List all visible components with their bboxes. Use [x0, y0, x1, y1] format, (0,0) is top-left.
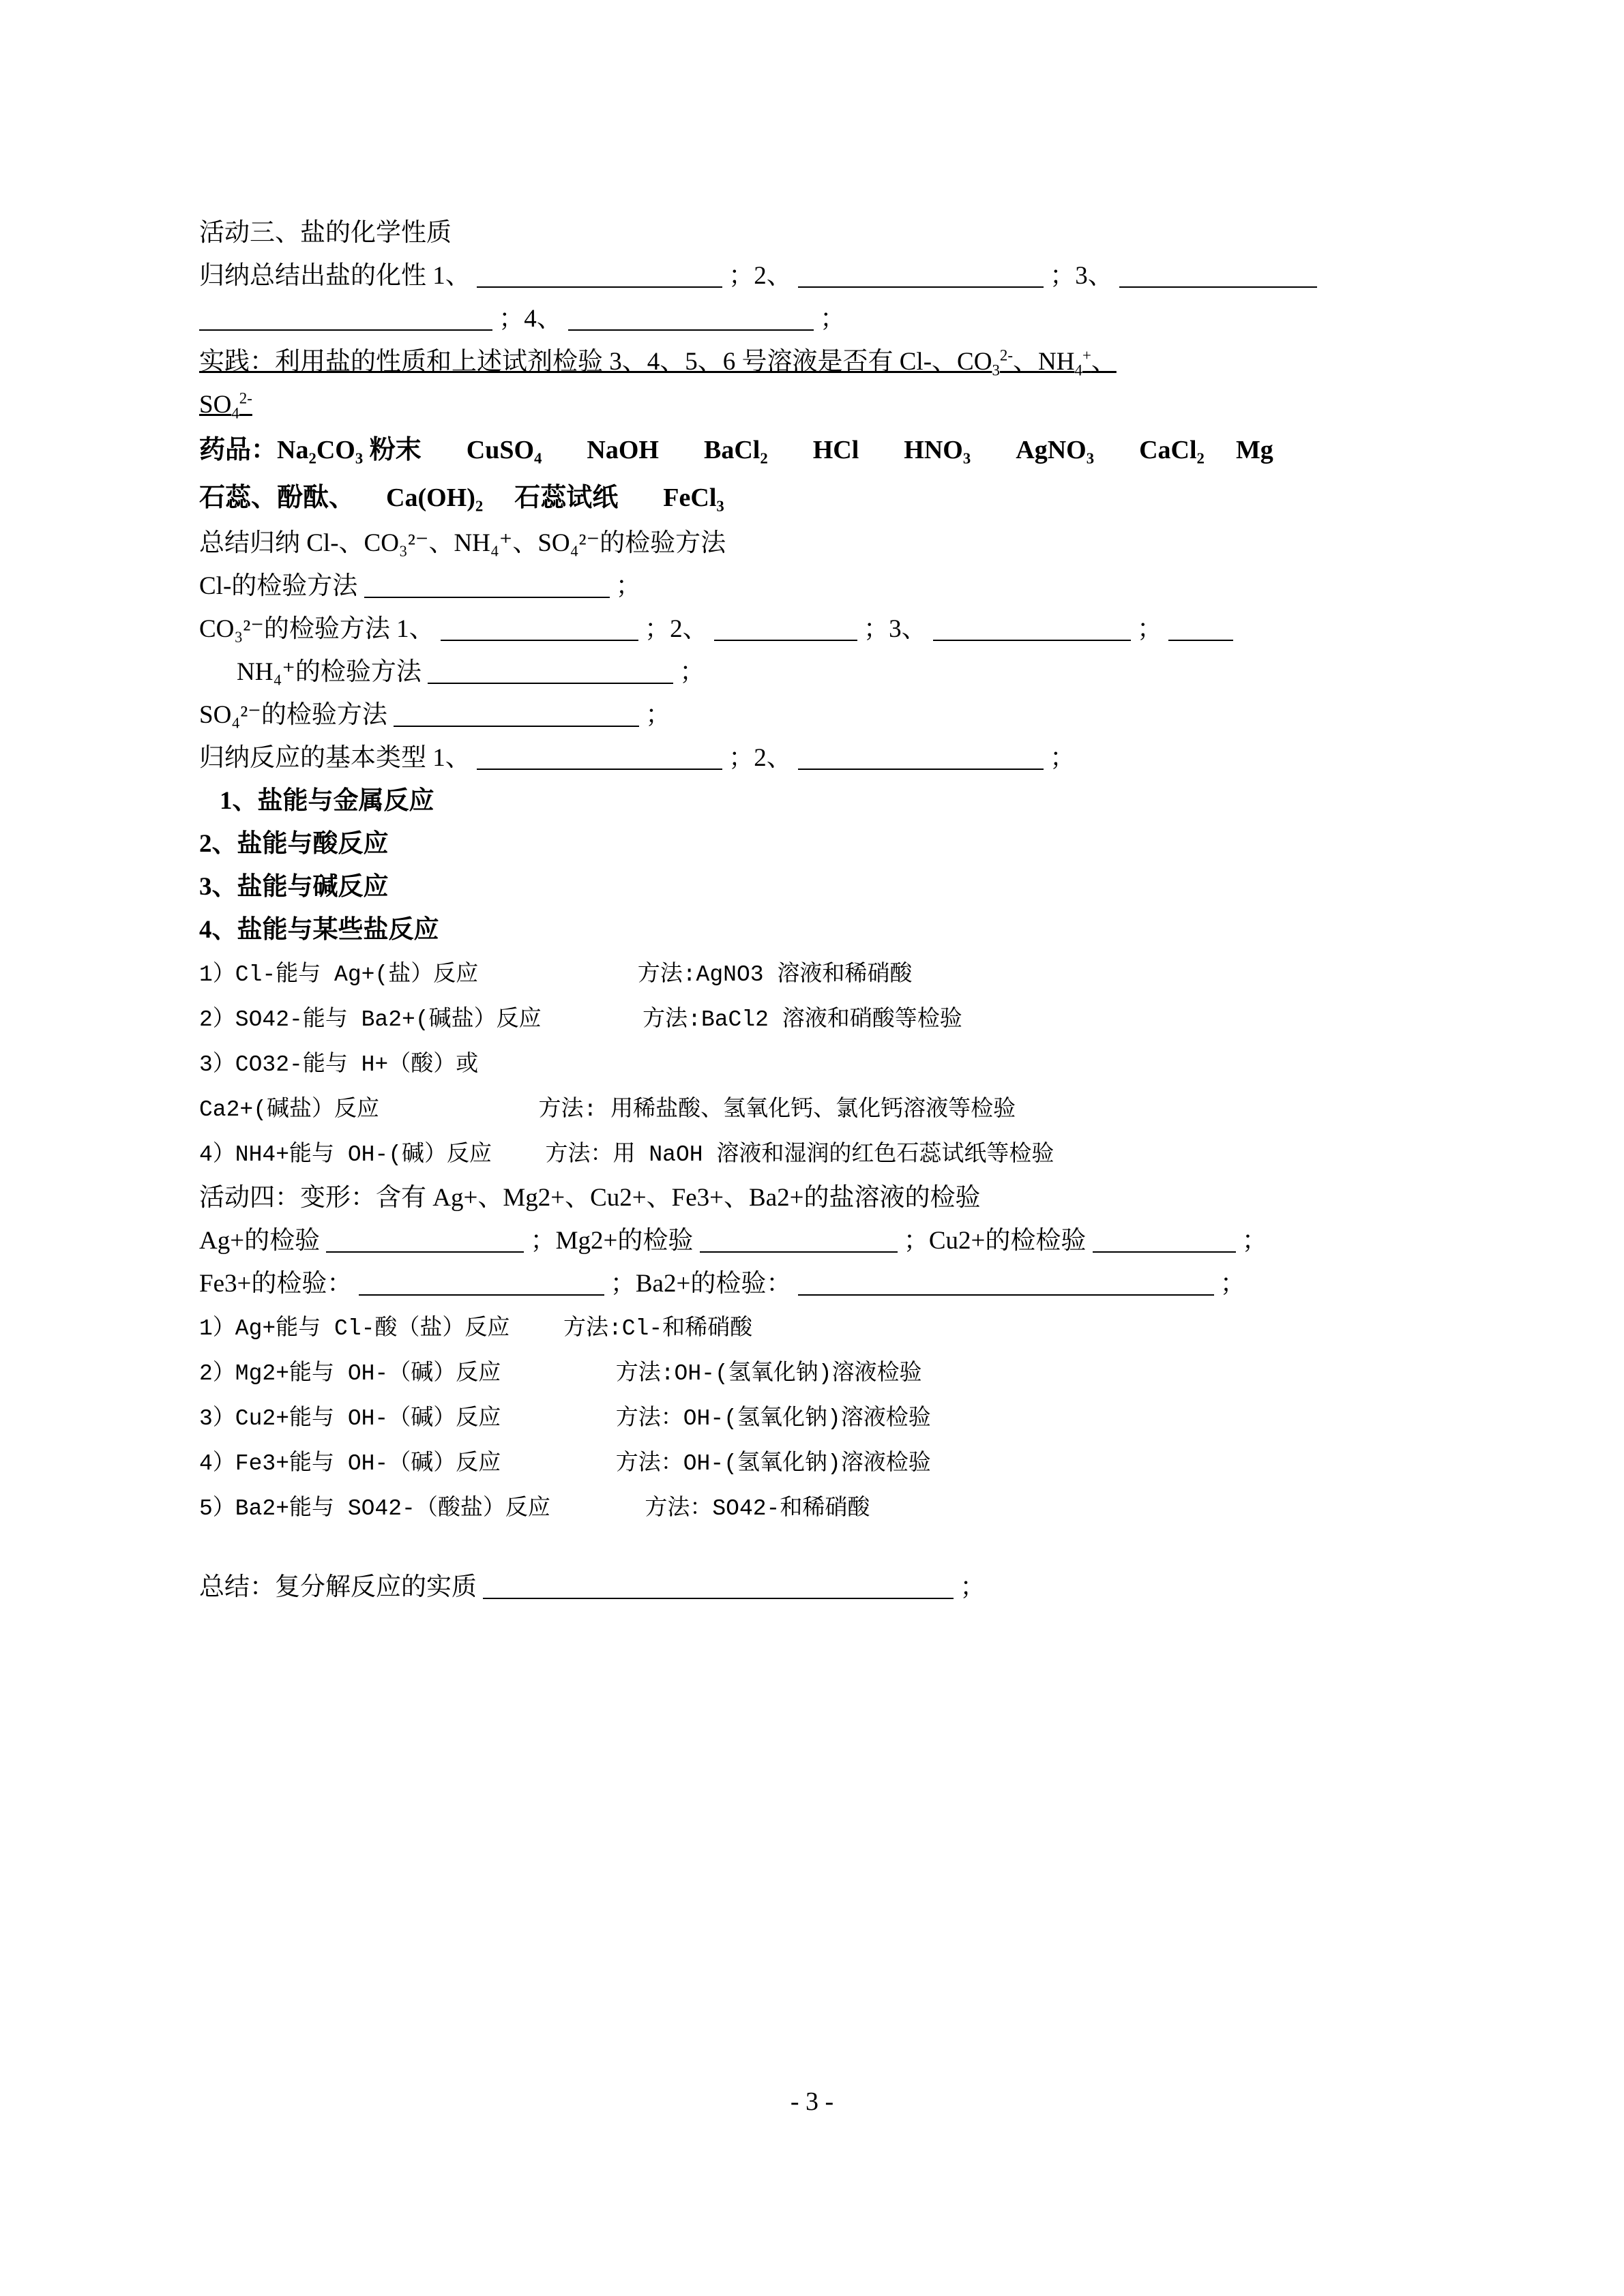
activity4-title [199, 1176, 1447, 1219]
ion-tests-row-2 [199, 1262, 1447, 1305]
fill-blank[interactable] [364, 573, 610, 598]
salt-properties-prefix: 归纳总结出盐的化性 1、 [199, 262, 471, 290]
reaction-right: 方法:Cl-和稀硝酸 [563, 1316, 753, 1341]
pharmacy-item: Na₂CO₃ 粉末 [277, 436, 422, 464]
separator-semicolon: ； [615, 572, 641, 600]
reaction-left: 1）Cl-能与 Ag+(盐）反应 [199, 962, 479, 987]
reaction-types-row [199, 736, 1447, 779]
separator-semicolon: ； [820, 305, 846, 333]
reaction-row [199, 1041, 1447, 1086]
salt-properties-summary [199, 254, 1447, 340]
reaction-right: 方法:OH-(氢氧化钠)溶液检验 [615, 1361, 922, 1386]
fill-blank[interactable] [1168, 616, 1233, 641]
fill-blank[interactable] [1093, 1228, 1236, 1253]
fill-blank[interactable] [199, 306, 492, 331]
practice-line-1 [199, 340, 1447, 383]
separator-3: ；3、 [863, 615, 927, 643]
reaction-row [199, 1305, 1447, 1350]
fill-blank[interactable] [428, 659, 673, 684]
reaction-left: 2）SO42-能与 Ba2+(碱盐）反应 [199, 1007, 542, 1032]
co3-method-label: CO₃²⁻的检验方法 1、 [199, 615, 434, 643]
practice-text-a: 实践：利用盐的性质和上述试剂检验 3、4、5、6 号溶液是否有 Cl-、CO [199, 348, 992, 376]
pharmacy-item: 石蕊试纸 [514, 483, 619, 512]
reaction-row [199, 1131, 1447, 1176]
ion-tests-row-1 [199, 1219, 1447, 1262]
ion-test-label: Fe3+的检验： [199, 1270, 353, 1298]
final-summary-label: 总结：复分解反应的实质 [199, 1573, 477, 1601]
separator-semicolon: ； [679, 658, 705, 686]
practice2-sub: 4 [231, 404, 239, 422]
pharmacy-item: CuSO₄ [466, 436, 542, 464]
page-number [0, 2087, 1624, 2117]
separator-2: ；2、 [728, 744, 792, 772]
practice2-sup: 2- [239, 389, 252, 407]
activity3-title [199, 211, 1447, 254]
list-item [199, 779, 1447, 822]
separator-semicolon: ； [645, 701, 671, 729]
page-number-text: - 3 - [790, 2087, 834, 2116]
fill-blank[interactable] [394, 702, 639, 727]
fill-blank[interactable] [700, 1228, 898, 1253]
reaction-row [199, 996, 1447, 1041]
reaction-types-label: 归纳反应的基本类型 1、 [199, 744, 471, 772]
list-item-label: 1、盐能与金属反应 [220, 787, 434, 815]
final-summary-row [199, 1566, 1447, 1609]
reaction-row [199, 1350, 1447, 1395]
practice-sup-b: + [1082, 346, 1091, 364]
separator-semicolon: ； [1241, 1227, 1267, 1255]
separator-4: ；4、 [499, 305, 562, 333]
reaction-right: 方法：OH-(氢氧化钠)溶液检验 [615, 1451, 931, 1476]
fill-blank[interactable] [326, 1228, 524, 1253]
so4-method-row [199, 694, 1447, 736]
reaction-left: 5）Ba2+能与 SO42-（酸盐）反应 [199, 1496, 550, 1521]
pharmacy-item: BaCl₂ [703, 436, 768, 464]
reaction-left: 4）NH4+能与 OH-(碱）反应 [199, 1142, 492, 1167]
fill-blank[interactable] [359, 1271, 604, 1296]
pharmacy-item: HCl [812, 436, 859, 464]
co3-method-row [199, 608, 1447, 651]
reaction-left: Ca2+(碱盐）反应 [199, 1097, 380, 1122]
separator-semicolon: ； [1137, 615, 1163, 643]
practice-sub-a: 3 [992, 361, 1000, 379]
pharmacy-item: Mg [1235, 436, 1273, 464]
reaction-row [199, 951, 1447, 996]
practice2-text: SO [199, 391, 232, 419]
reaction-left: 4）Fe3+能与 OH-（碱）反应 [199, 1451, 501, 1476]
pharmacy-item: HNO₃ [904, 436, 971, 464]
reaction-left: 3）CO32-能与 H+（酸）或 [199, 1052, 479, 1077]
cl-method-label: Cl-的检验方法 [199, 572, 358, 600]
summary-methods-title [199, 522, 1447, 565]
reaction-right: 方法: 用稀盐酸、氢氧化钙、氯化钙溶液等检验 [538, 1097, 1016, 1122]
activity3-title-text: 活动三、盐的化学性质 [199, 219, 452, 247]
list-item-label: 4、盐能与某些盐反应 [199, 916, 439, 944]
separator-semicolon: ； [1220, 1270, 1245, 1298]
reaction-right: 方法:AgNO3 溶液和稀硝酸 [637, 962, 913, 987]
fill-blank[interactable] [441, 616, 638, 641]
reaction-left: 3）Cu2+能与 OH-（碱）反应 [199, 1406, 501, 1431]
pharmacy-item: Ca(OH)₂ [386, 483, 484, 512]
reaction-right: 方法：SO42-和稀硝酸 [645, 1496, 870, 1521]
separator-semicolon: ； [1050, 744, 1076, 772]
fill-blank[interactable] [483, 1575, 954, 1599]
fill-blank[interactable] [1119, 263, 1317, 288]
list-item-label: 3、盐能与碱反应 [199, 873, 389, 901]
practice-sub-b: 4 [1074, 361, 1082, 379]
ion-test-label: ；Ba2+的检验： [610, 1270, 792, 1298]
list-item [199, 865, 1447, 908]
ion-test-label: ；Cu2+的检检验 [903, 1227, 1087, 1255]
fill-blank[interactable] [798, 263, 1044, 288]
practice-sup-a: 2- [999, 346, 1014, 364]
pharmacy-line-1 [199, 426, 1447, 474]
activity4-title-text: 活动四：变形：含有 Ag+、Mg2+、Cu2+、Fe3+、Ba2+的盐溶液的检验 [199, 1184, 981, 1212]
pharmacy-item: AgNO₃ [1016, 436, 1095, 464]
practice-line-2 [199, 383, 1447, 426]
pharmacy-label: 药品： [199, 436, 278, 464]
reaction-row [199, 1440, 1447, 1485]
separator-2: ；2、 [645, 615, 708, 643]
list-item-label: 2、盐能与酸反应 [199, 830, 389, 858]
summary-methods-text: 总结归纳 Cl-、CO₃²⁻、NH₄⁺、SO₄²⁻的检验方法 [199, 529, 726, 557]
fill-blank[interactable] [714, 616, 857, 641]
fill-blank[interactable] [933, 616, 1131, 641]
separator-2: ；2、 [728, 262, 792, 290]
reaction-right: 方法:BaCl2 溶液和硝酸等检验 [643, 1007, 962, 1032]
nh4-method-label: NH₄⁺的检验方法 [237, 658, 422, 686]
list-item [199, 908, 1447, 951]
separator-3: ；3、 [1050, 262, 1113, 290]
fill-blank[interactable] [568, 306, 814, 331]
reaction-row [199, 1395, 1447, 1440]
fill-blank[interactable] [798, 745, 1044, 770]
reaction-left: 1）Ag+能与 Cl-酸（盐）反应 [199, 1316, 510, 1341]
ion-test-label: ；Mg2+的检验 [530, 1227, 694, 1255]
separator-semicolon: ； [960, 1573, 986, 1601]
fill-blank[interactable] [477, 263, 722, 288]
so4-method-label: SO₄²⁻的检验方法 [199, 701, 387, 729]
reaction-row [199, 1086, 1447, 1131]
pharmacy-item: FeCl₃ [663, 483, 724, 512]
nh4-method-row [199, 651, 1447, 694]
pharmacy-item: CaCl₂ [1139, 436, 1205, 464]
pharmacy-item: NaOH [587, 436, 659, 464]
pharmacy-item: 石蕊、酚酞、 [199, 483, 355, 512]
cl-method-row [199, 565, 1447, 608]
reaction-left: 2）Mg2+能与 OH-（碱）反应 [199, 1361, 501, 1386]
practice-text-b: 、NH [1013, 348, 1075, 376]
ion-test-label: Ag+的检验 [199, 1227, 321, 1255]
reaction-right: 方法：用 NaOH 溶液和湿润的红色石蕊试纸等检验 [545, 1142, 1054, 1167]
list-item [199, 822, 1447, 865]
fill-blank[interactable] [798, 1271, 1214, 1296]
pharmacy-line-2 [199, 474, 1447, 522]
fill-blank[interactable] [477, 745, 722, 770]
reaction-row [199, 1485, 1447, 1530]
reaction-right: 方法：OH-(氢氧化钠)溶液检验 [615, 1406, 931, 1431]
practice-text-c: 、 [1091, 348, 1117, 376]
document-body [199, 211, 1447, 1609]
